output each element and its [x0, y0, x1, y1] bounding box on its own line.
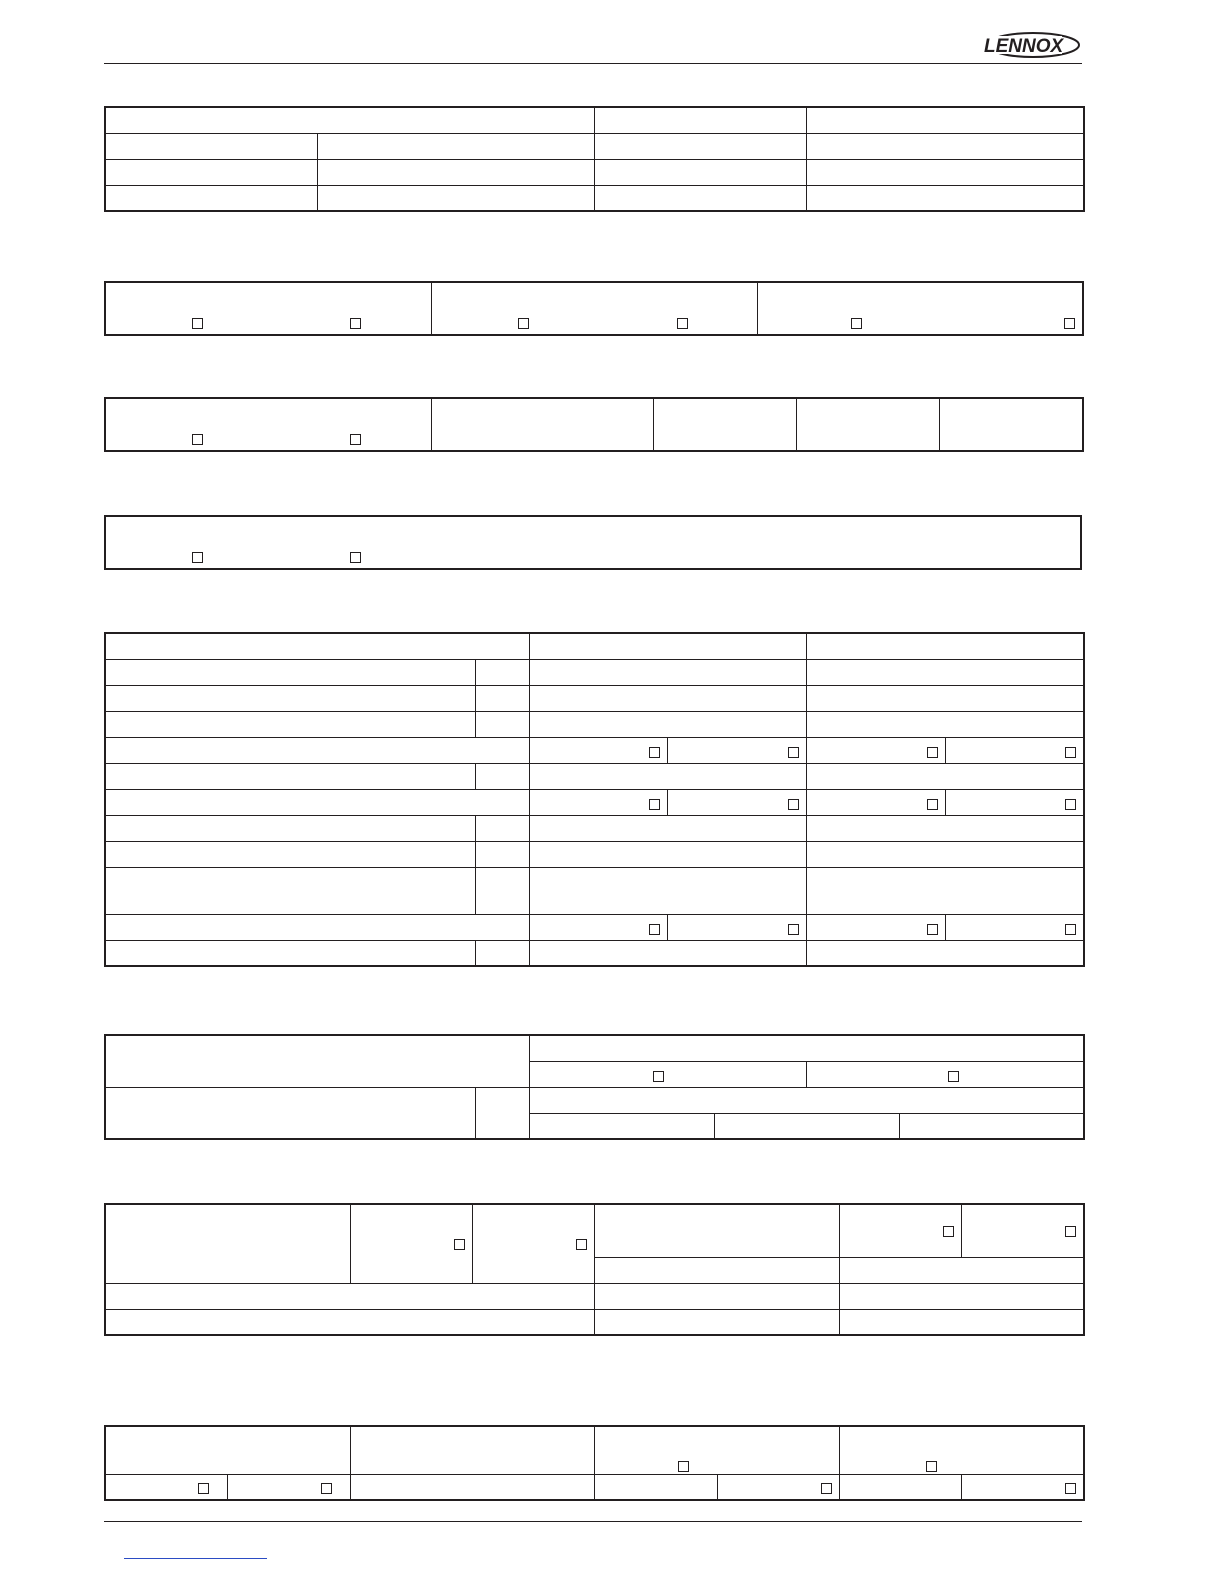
- cell[interactable]: [475, 763, 529, 789]
- cell[interactable]: [105, 1087, 475, 1139]
- cell[interactable]: [105, 711, 475, 737]
- cell[interactable]: [105, 1035, 529, 1087]
- lennox-logo: [978, 28, 1082, 62]
- option-cell: [529, 789, 667, 815]
- empty-checkbox-icon[interactable]: [350, 434, 361, 445]
- footer-link-underline[interactable]: [124, 1558, 267, 1559]
- option-cell: [105, 282, 431, 335]
- cell[interactable]: [806, 940, 1084, 966]
- cell[interactable]: [529, 815, 806, 841]
- cell[interactable]: [350, 1426, 594, 1474]
- cell[interactable]: [594, 1204, 839, 1257]
- empty-checkbox-icon[interactable]: [788, 924, 799, 935]
- empty-checkbox-icon[interactable]: [677, 318, 688, 329]
- empty-checkbox-icon[interactable]: [192, 434, 203, 445]
- empty-checkbox-icon[interactable]: [927, 747, 938, 758]
- cell[interactable]: [806, 867, 1084, 914]
- empty-checkbox-icon[interactable]: [788, 799, 799, 810]
- form-table-7: [104, 1203, 1085, 1336]
- cell[interactable]: [806, 633, 1084, 659]
- empty-checkbox-icon[interactable]: [518, 318, 529, 329]
- option-cell: [961, 1204, 1084, 1257]
- empty-checkbox-icon[interactable]: [649, 924, 660, 935]
- cell[interactable]: [594, 1309, 839, 1335]
- cell[interactable]: [806, 159, 1084, 185]
- cell[interactable]: [653, 398, 796, 451]
- option-cell: [667, 789, 806, 815]
- cell[interactable]: [529, 940, 806, 966]
- cell[interactable]: [594, 1474, 717, 1500]
- cell[interactable]: [105, 815, 475, 841]
- option-cell: [529, 1061, 806, 1087]
- cell[interactable]: [105, 789, 529, 815]
- cell[interactable]: [475, 659, 529, 685]
- option-cell: [529, 737, 667, 763]
- option-cell: [105, 516, 1081, 569]
- option-cell: [227, 1474, 350, 1500]
- empty-checkbox-icon[interactable]: [926, 1461, 937, 1472]
- option-cell: [529, 914, 667, 940]
- option-cell: [717, 1474, 839, 1500]
- cell[interactable]: [105, 737, 529, 763]
- cell[interactable]: [594, 1257, 839, 1283]
- cell[interactable]: [431, 398, 653, 451]
- empty-checkbox-icon[interactable]: [927, 924, 938, 935]
- cell[interactable]: [806, 133, 1084, 159]
- cell[interactable]: [529, 711, 806, 737]
- empty-checkbox-icon[interactable]: [649, 799, 660, 810]
- option-cell: [350, 1204, 472, 1283]
- option-cell: [472, 1204, 594, 1283]
- empty-checkbox-icon[interactable]: [943, 1226, 954, 1237]
- empty-checkbox-icon[interactable]: [192, 318, 203, 329]
- cell[interactable]: [529, 1035, 1084, 1061]
- empty-checkbox-icon[interactable]: [576, 1239, 587, 1250]
- option-cell: [105, 1474, 227, 1500]
- brand-text: LENNOX: [984, 36, 1064, 57]
- cell[interactable]: [105, 1309, 594, 1335]
- cell[interactable]: [475, 711, 529, 737]
- cell[interactable]: [105, 633, 529, 659]
- empty-checkbox-icon[interactable]: [653, 1071, 664, 1082]
- empty-checkbox-icon[interactable]: [678, 1461, 689, 1472]
- cell[interactable]: [317, 185, 594, 211]
- cell[interactable]: [529, 763, 806, 789]
- cell[interactable]: [806, 685, 1084, 711]
- form-table-5: [104, 632, 1085, 967]
- cell[interactable]: [529, 1087, 1084, 1113]
- option-cell: [594, 1426, 839, 1474]
- option-cell: [945, 789, 1084, 815]
- cell[interactable]: [529, 867, 806, 914]
- header-rule: [104, 63, 1082, 64]
- cell[interactable]: [475, 1087, 529, 1139]
- empty-checkbox-icon[interactable]: [1065, 747, 1076, 758]
- option-cell: [945, 914, 1084, 940]
- form-table-8: [104, 1425, 1085, 1501]
- option-cell: [757, 282, 1083, 335]
- option-cell: [839, 1426, 1084, 1474]
- empty-checkbox-icon[interactable]: [649, 747, 660, 758]
- cell[interactable]: [839, 1257, 1084, 1283]
- empty-checkbox-icon[interactable]: [198, 1483, 209, 1494]
- option-cell: [806, 737, 945, 763]
- cell[interactable]: [839, 1474, 961, 1500]
- empty-checkbox-icon[interactable]: [927, 799, 938, 810]
- empty-checkbox-icon[interactable]: [350, 318, 361, 329]
- empty-checkbox-icon[interactable]: [192, 552, 203, 563]
- form-table-4: [104, 515, 1082, 570]
- empty-checkbox-icon[interactable]: [1065, 924, 1076, 935]
- footer-rule: [104, 1521, 1082, 1522]
- cell[interactable]: [105, 867, 475, 914]
- empty-checkbox-icon[interactable]: [454, 1239, 465, 1250]
- cell[interactable]: [714, 1113, 899, 1139]
- option-cell: [105, 398, 431, 451]
- cell[interactable]: [529, 633, 806, 659]
- empty-checkbox-icon[interactable]: [350, 552, 361, 563]
- cell[interactable]: [939, 398, 1083, 451]
- cell[interactable]: [806, 763, 1084, 789]
- cell[interactable]: [806, 185, 1084, 211]
- option-cell: [945, 737, 1084, 763]
- cell[interactable]: [529, 685, 806, 711]
- cell[interactable]: [105, 185, 317, 211]
- cell[interactable]: [105, 1426, 350, 1474]
- cell[interactable]: [105, 763, 475, 789]
- cell[interactable]: [594, 133, 806, 159]
- cell[interactable]: [105, 659, 475, 685]
- empty-checkbox-icon[interactable]: [821, 1483, 832, 1494]
- cell[interactable]: [529, 841, 806, 867]
- cell[interactable]: [105, 1204, 350, 1283]
- cell[interactable]: [594, 107, 806, 133]
- option-cell: [806, 914, 945, 940]
- option-cell: [961, 1474, 1084, 1500]
- cell[interactable]: [839, 1283, 1084, 1309]
- cell[interactable]: [796, 398, 939, 451]
- cell[interactable]: [317, 133, 594, 159]
- cell[interactable]: [105, 685, 475, 711]
- cell[interactable]: [529, 1113, 714, 1139]
- cell[interactable]: [105, 940, 475, 966]
- cell[interactable]: [350, 1474, 594, 1500]
- empty-checkbox-icon[interactable]: [948, 1071, 959, 1082]
- option-cell: [806, 1061, 1084, 1087]
- cell[interactable]: [594, 1283, 839, 1309]
- cell[interactable]: [475, 940, 529, 966]
- cell[interactable]: [475, 841, 529, 867]
- cell[interactable]: [317, 159, 594, 185]
- cell[interactable]: [105, 159, 317, 185]
- option-cell: [806, 789, 945, 815]
- empty-checkbox-icon[interactable]: [321, 1483, 332, 1494]
- cell[interactable]: [806, 841, 1084, 867]
- cell[interactable]: [594, 185, 806, 211]
- option-cell: [667, 737, 806, 763]
- form-table-1: [104, 106, 1085, 212]
- cell[interactable]: [475, 685, 529, 711]
- cell[interactable]: [806, 711, 1084, 737]
- empty-checkbox-icon[interactable]: [788, 747, 799, 758]
- cell[interactable]: [475, 867, 529, 914]
- cell[interactable]: [594, 159, 806, 185]
- empty-checkbox-icon[interactable]: [851, 318, 862, 329]
- cell[interactable]: [105, 133, 317, 159]
- form-table-3: [104, 397, 1084, 452]
- cell[interactable]: [806, 107, 1084, 133]
- form-table-6: [104, 1034, 1085, 1140]
- empty-checkbox-icon[interactable]: [1065, 1226, 1076, 1237]
- cell[interactable]: [475, 815, 529, 841]
- empty-checkbox-icon[interactable]: [1065, 1483, 1076, 1494]
- cell[interactable]: [105, 914, 529, 940]
- option-cell: [839, 1204, 961, 1257]
- cell[interactable]: [105, 841, 475, 867]
- option-cell: [431, 282, 757, 335]
- cell[interactable]: [105, 107, 594, 133]
- cell[interactable]: [899, 1113, 1084, 1139]
- cell[interactable]: [806, 659, 1084, 685]
- cell[interactable]: [105, 1283, 594, 1309]
- option-cell: [667, 914, 806, 940]
- cell[interactable]: [839, 1309, 1084, 1335]
- empty-checkbox-icon[interactable]: [1064, 318, 1075, 329]
- cell[interactable]: [806, 815, 1084, 841]
- form-table-2: [104, 281, 1084, 336]
- empty-checkbox-icon[interactable]: [1065, 799, 1076, 810]
- cell[interactable]: [529, 659, 806, 685]
